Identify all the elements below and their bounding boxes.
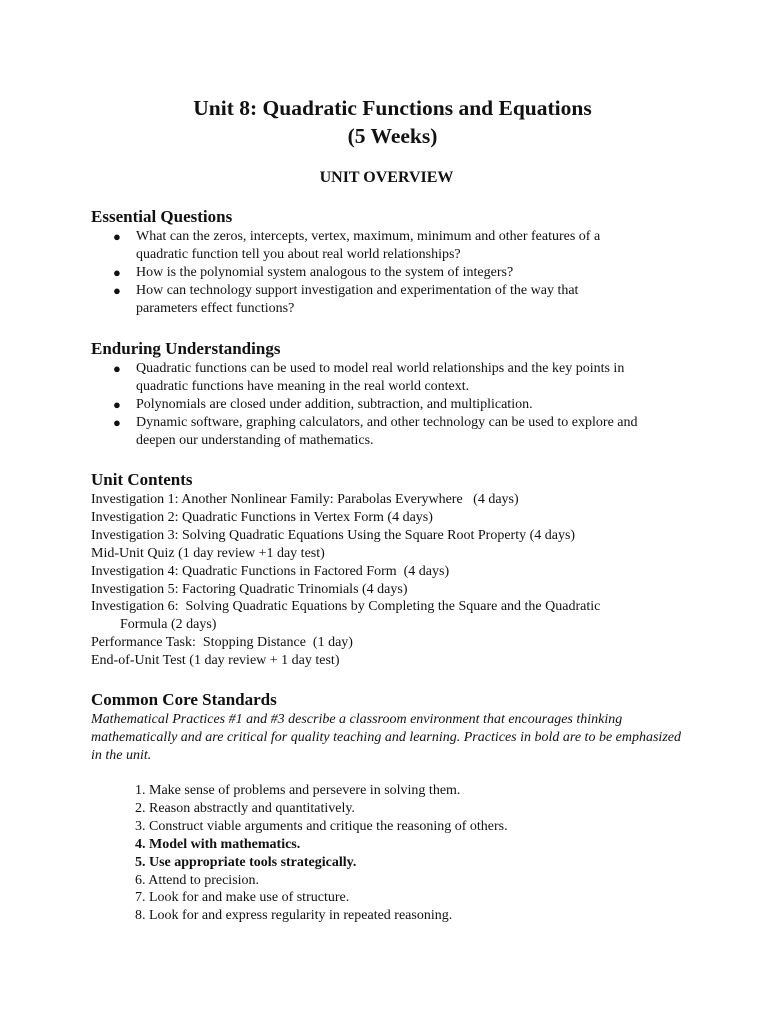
unit-contents-heading: Unit Contents	[91, 470, 193, 489]
title-line-1: Unit 8: Quadratic Functions and Equations	[193, 96, 592, 120]
common-core-heading: Common Core Standards	[91, 690, 277, 709]
list-item: 8. Look for and express regularity in repeated reasoning.	[135, 908, 453, 924]
contents-line: End-of-Unit Test (1 day review + 1 day test)	[91, 653, 340, 669]
list-item: ● How can technology support investigation and experimentation of the way that parameters effect functions?	[113, 283, 579, 316]
list-item: 2. Reason abstractly and quantitatively.	[135, 800, 355, 816]
bullet-icon: ●	[113, 415, 121, 430]
contents-line: Performance Task: Stopping Distance (1 day)	[91, 635, 353, 651]
contents-line: Investigation 6: Solving Quadratic Equations by Completing the Square and the Quadratic	[91, 599, 601, 615]
contents-line: Investigation 2: Quadratic Functions in Vertex Form (4 days)	[91, 509, 433, 525]
enduring-understandings-section	[91, 338, 691, 450]
enduring-understandings-heading: Enduring Understandings	[91, 339, 281, 358]
list-item: ● Quadratic functions can be used to model real world relationships and the key points in quadratic functions have meaning in the real world context.	[113, 361, 625, 394]
list-item: ● What can the zeros, intercepts, vertex, maximum, minimum and other features of a quadratic function tell you about real world relationships?	[113, 229, 601, 262]
list-item: 1. Make sense of problems and persevere in solving them.	[135, 783, 461, 798]
list-item: 6. Attend to precision.	[135, 872, 260, 888]
bullet-icon: ●	[113, 265, 121, 280]
list-item: 4. Model with mathematics.	[135, 836, 301, 852]
list-item: ● How is the polynomial system analogous to the system of integers?	[113, 265, 514, 280]
bullet-icon: ●	[113, 229, 121, 244]
bullet-icon: ●	[113, 283, 121, 298]
contents-line: Investigation 1: Another Nonlinear Family: Parabolas Everywhere (4 days)	[91, 492, 519, 507]
practices-list	[91, 782, 691, 925]
title-line-2: (5 Weeks)	[347, 124, 438, 148]
contents-line: Investigation 4: Quadratic Functions in Factored Form (4 days)	[91, 563, 450, 579]
contents-line: Mid-Unit Quiz (1 day review +1 day test)	[91, 545, 325, 561]
list-item: 3. Construct viable arguments and critique the reasoning of others.	[135, 818, 508, 834]
list-item: ● Dynamic software, graphing calculators, and other technology can be used to explore and deepen our understanding of mathematics.	[113, 415, 638, 448]
unit-overview-label: UNIT OVERVIEW	[319, 169, 454, 186]
contents-line: Formula (2 days)	[120, 617, 217, 633]
list-item: 7. Look for and make use of structure.	[135, 890, 350, 906]
contents-line: Investigation 3: Solving Quadratic Equations Using the Square Root Property (4 days)	[91, 527, 576, 543]
list-item: ● Polynomials are closed under addition, subtraction, and multiplication.	[113, 397, 533, 412]
list-item: 5. Use appropriate tools strategically.	[135, 854, 357, 870]
contents-line: Investigation 5: Factoring Quadratic Trinomials (4 days)	[91, 581, 408, 597]
page-title	[0, 94, 770, 150]
essential-questions-heading: Essential Questions	[91, 207, 233, 226]
common-core-section	[91, 689, 691, 925]
mathematical-practices-intro: Mathematical Practices #1 and #3 describe a classroom environment that encourages thinking mathematically and are critical for quality teaching and learning. Practices in bold are to be emphasized in the unit.	[91, 712, 681, 763]
essential-questions-section	[91, 206, 691, 318]
bullet-icon: ●	[113, 397, 121, 412]
essential-questions-list	[91, 228, 691, 318]
bullet-icon: ●	[113, 361, 121, 376]
unit-contents-section	[91, 469, 691, 670]
enduring-understandings-list	[91, 360, 691, 450]
